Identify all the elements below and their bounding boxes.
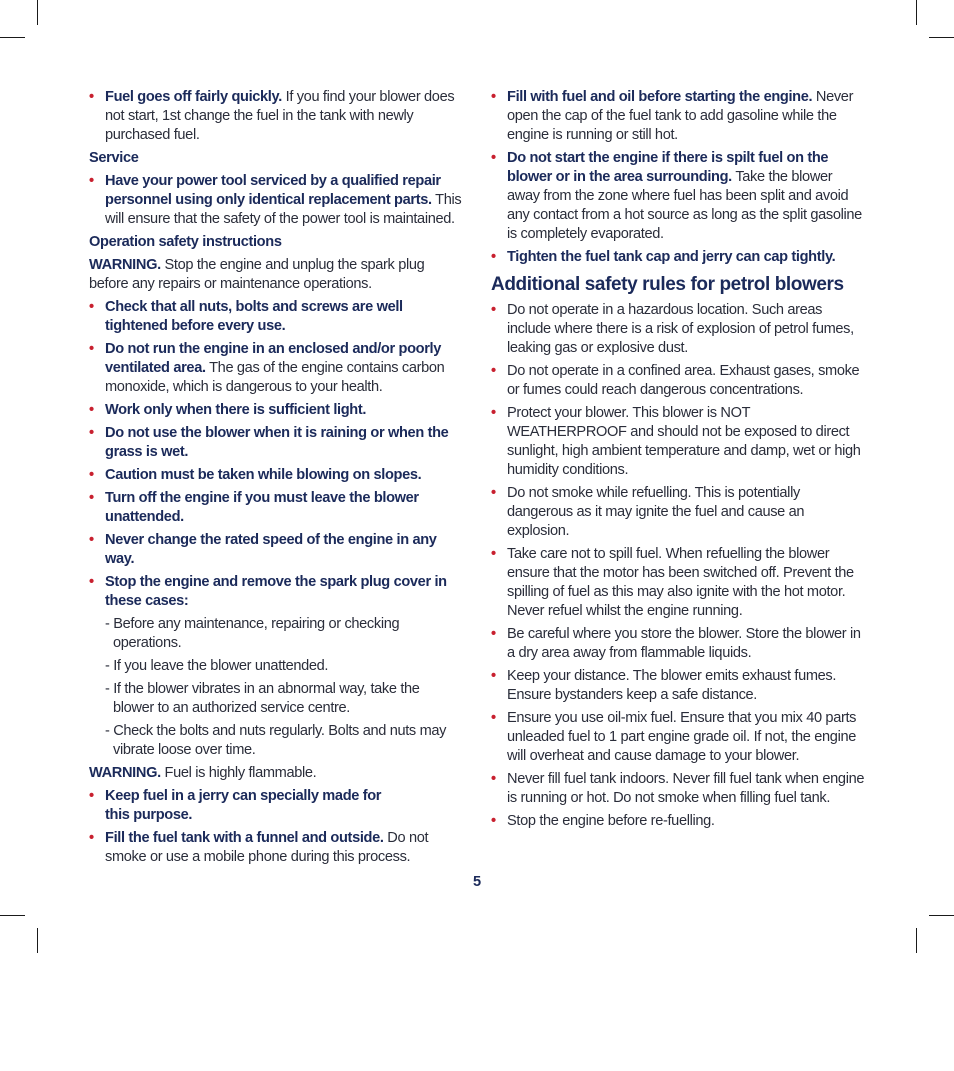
- bullet-marker: •: [491, 813, 496, 829]
- bullet-marker: •: [491, 89, 496, 105]
- bullet-text: Never open the cap of the fuel tank to add gasoline while the engine is running or still hot.: [507, 89, 854, 143]
- bullet-item: [491, 362, 866, 400]
- bullet-item: [491, 484, 866, 541]
- bullet-text: Do not operate in a hazardous location. Such areas include where there is a risk of explosion of petrol fumes, leaking gas or explosive dust.: [507, 302, 854, 356]
- bullet-bold-text: Stop the engine and remove the spark plug cover in these cases:: [105, 574, 447, 609]
- bullet-item: [89, 340, 464, 397]
- bullet-item: [491, 770, 866, 808]
- bullet-marker: •: [491, 626, 496, 642]
- bullet-text: Do not smoke or use a mobile phone during this process.: [105, 830, 429, 865]
- bullet-item: [89, 466, 464, 485]
- bullet-bold-text: Tighten the fuel tank cap and jerry can cap tightly.: [507, 249, 836, 265]
- crop-mark: [916, 928, 917, 953]
- page-number: 5: [472, 874, 482, 890]
- bullet-bold-text: Work only when there is sufficient light.: [105, 402, 367, 418]
- bullet-bold-text: Do not run the engine in an enclosed and/or poorly ventilated area.: [105, 341, 442, 376]
- bullet-item: [491, 88, 866, 145]
- bullet-bold-text: Do not start the engine if there is spilt fuel on the blower or in the area surrounding.: [507, 150, 829, 185]
- bullet-item: [89, 88, 464, 145]
- bullet-bold-text: Keep fuel in a jerry can specially made for: [105, 788, 382, 804]
- bullet-item: [491, 301, 866, 358]
- crop-mark: [37, 0, 38, 25]
- bullet-marker: •: [89, 425, 94, 441]
- bullet-marker: •: [89, 341, 94, 357]
- bullet-item: [491, 667, 866, 705]
- bullet-text: Ensure you use oil-mix fuel. Ensure that you mix 40 parts unleaded fuel to 1 part engine grade oil. If not, the engine will overheat and cause damage to your blower.: [507, 710, 857, 764]
- warning-paragraph: [89, 764, 464, 783]
- bullet-marker: •: [89, 574, 94, 590]
- bullet-marker: •: [491, 546, 496, 562]
- bullet-item: [491, 149, 866, 244]
- bullet-marker: •: [491, 363, 496, 379]
- bullet-marker: •: [89, 467, 94, 483]
- bullet-item: [491, 545, 866, 621]
- bullet-bold-text: Fuel goes off fairly quickly.: [105, 89, 282, 105]
- bullet-item: [89, 489, 464, 527]
- dash-item: - Before any maintenance, repairing or checking operations.: [105, 616, 400, 651]
- crop-mark: [0, 37, 25, 38]
- bullet-marker: •: [89, 788, 94, 804]
- bullet-marker: •: [89, 490, 94, 506]
- bullet-item: [89, 172, 464, 229]
- bullet-text: This will ensure that the safety of the power tool is maintained.: [105, 192, 462, 227]
- bullet-marker: •: [491, 710, 496, 726]
- warning-label: WARNING.: [89, 257, 161, 273]
- left-column: [89, 88, 464, 871]
- bullet-bold-text: Have your power tool serviced by a qualified repair personnel using only identical replacement parts.: [105, 173, 441, 208]
- crop-mark: [37, 928, 38, 953]
- dash-item: - If the blower vibrates in an abnormal way, take the blower to an authorized service centre.: [105, 681, 420, 716]
- dash-item: - If you leave the blower unattended.: [105, 658, 329, 674]
- bullet-text: Take the blower away from the zone where fuel has been split and avoid any contact from a hot source as long as the split gasoline is completely evaporated.: [507, 169, 862, 242]
- crop-mark: [929, 37, 954, 38]
- section-heading-operation-safety: Operation safety instructions: [89, 234, 282, 250]
- section-heading-service: Service: [89, 150, 139, 166]
- bullet-item: [491, 812, 866, 831]
- bullet-text: If you find your blower does not start, 1st change the fuel in the tank with newly purchased fuel.: [105, 89, 455, 143]
- bullet-text: Be careful where you store the blower. Store the blower in a dry area away from flammable liquids.: [507, 626, 861, 661]
- bullet-bold-text: Check that all nuts, bolts and screws are well tightened before every use.: [105, 299, 403, 334]
- crop-mark: [929, 915, 954, 916]
- bullet-bold-text: Do not use the blower when it is raining or when the grass is wet.: [105, 425, 449, 460]
- warning-label: WARNING.: [89, 765, 161, 781]
- bullet-bold-text: Turn off the engine if you must leave the blower unattended.: [105, 490, 419, 525]
- bullet-item: [89, 401, 464, 420]
- bullet-item: [89, 829, 464, 867]
- bullet-marker: •: [491, 302, 496, 318]
- bullet-marker: •: [491, 668, 496, 684]
- bullet-text: Do not operate in a confined area. Exhaust gases, smoke or fumes could reach dangerous concentrations.: [507, 363, 860, 398]
- bullet-marker: •: [491, 249, 496, 265]
- bullet-text: Stop the engine before re-fuelling.: [507, 813, 715, 829]
- warning-text: Fuel is highly flammable.: [160, 765, 317, 781]
- bullet-marker: •: [491, 771, 496, 787]
- bullet-item: [491, 625, 866, 663]
- bullet-marker: •: [89, 402, 94, 418]
- warning-paragraph: [89, 256, 464, 294]
- bullet-text: Take care not to spill fuel. When refuelling the blower ensure that the motor has been switched off. Prevent the spilling of fuel as this may also ignite with the hot motor. Never refuel whilst the engine running.: [507, 546, 854, 619]
- bullet-item: [89, 424, 464, 462]
- bullet-item: [491, 709, 866, 766]
- bullet-item: [491, 248, 866, 267]
- dash-item: - Check the bolts and nuts regularly. Bolts and nuts may vibrate loose over time.: [105, 723, 447, 758]
- bullet-bold-text: Never change the rated speed of the engine in any way.: [105, 532, 437, 567]
- bullet-marker: •: [491, 485, 496, 501]
- section-heading-additional-safety: Additional safety rules for petrol blowers: [491, 274, 844, 295]
- warning-text: Stop the engine and unplug the spark plug before any repairs or maintenance operations.: [89, 257, 425, 292]
- bullet-item: [89, 573, 464, 611]
- bullet-marker: •: [89, 532, 94, 548]
- bullet-marker: •: [89, 299, 94, 315]
- bullet-item: [89, 298, 464, 336]
- bullet-marker: •: [89, 89, 94, 105]
- bullet-bold-text: Fill with fuel and oil before starting the engine.: [507, 89, 813, 105]
- bullet-item: [89, 531, 464, 569]
- bullet-marker: •: [491, 150, 496, 166]
- bullet-bold-text: Fill the fuel tank with a funnel and outside.: [105, 830, 384, 846]
- right-column: [491, 88, 866, 835]
- bullet-bold-text: Caution must be taken while blowing on slopes.: [105, 467, 422, 483]
- bullet-text: Do not smoke while refuelling. This is potentially dangerous as it may ignite the fuel and cause an explosion.: [507, 485, 805, 539]
- bullet-marker: •: [89, 830, 94, 846]
- crop-mark: [916, 0, 917, 25]
- bullet-item: [89, 787, 464, 825]
- bullet-text: Never fill fuel tank indoors. Never fill fuel tank when engine is running or hot. Do not smoke when filling fuel tank.: [507, 771, 865, 806]
- bullet-marker: •: [491, 405, 496, 421]
- bullet-item: [491, 404, 866, 480]
- bullet-text: Protect your blower. This blower is NOT WEATHERPROOF and should not be exposed to direct sunlight, high ambient temperature and damp, wet or high humidity conditions.: [507, 405, 861, 478]
- crop-mark: [0, 915, 25, 916]
- bullet-marker: •: [89, 173, 94, 189]
- bullet-bold-text: this purpose.: [105, 807, 193, 823]
- bullet-text: The gas of the engine contains carbon monoxide, which is dangerous to your health.: [105, 360, 445, 395]
- bullet-text: Keep your distance. The blower emits exhaust fumes. Ensure bystanders keep a safe distance.: [507, 668, 837, 703]
